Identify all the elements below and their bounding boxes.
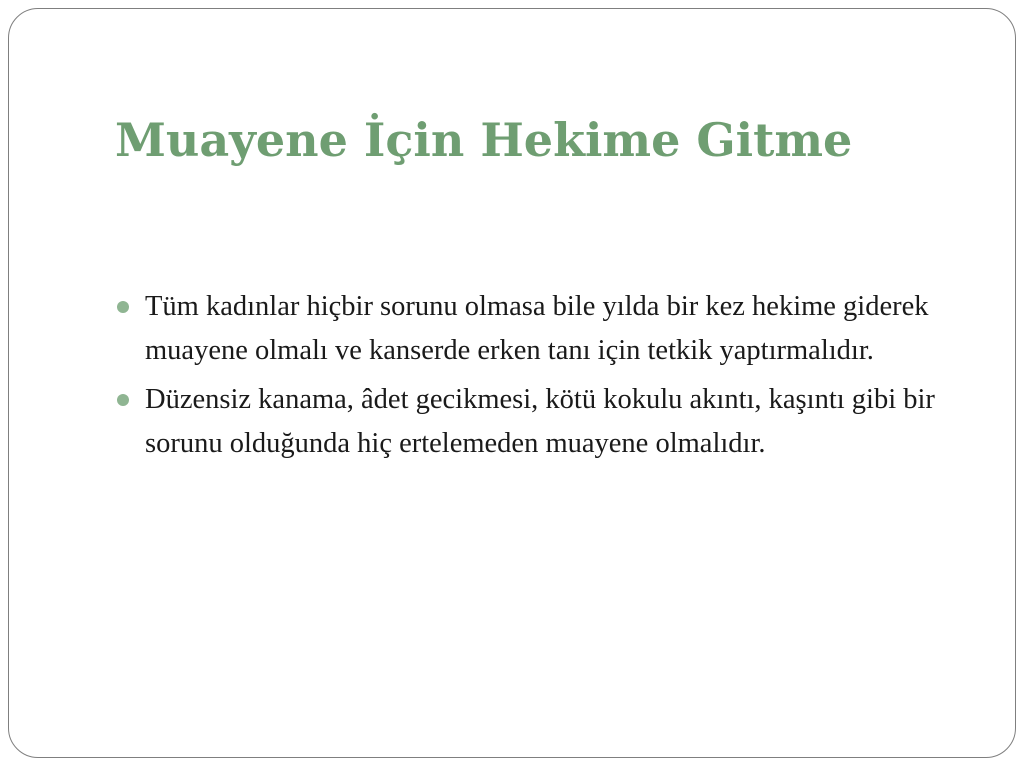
bullet-item-2 <box>117 378 967 466</box>
bullet-item-1 <box>117 285 967 373</box>
bullet-text-2: Düzensiz kanama, âdet gecikmesi, kötü kokulu akıntı, kaşıntı gibi bir sorunu olduğunda hiç ertelemeden muayene olmalıdır. <box>145 384 935 459</box>
slide-title: Muayene İçin Hekime Gitme <box>115 113 853 167</box>
bullet-text-1: Tüm kadınlar hiçbir sorunu olmasa bile yılda bir kez hekime giderek muayene olmalı ve kanserde erken tanı için tetkik yaptırmalıdır. <box>145 291 929 366</box>
bullet-list <box>117 285 967 471</box>
bullet-dot-icon <box>117 301 129 313</box>
bullet-dot-icon <box>117 394 129 406</box>
slide-frame <box>8 8 1016 758</box>
